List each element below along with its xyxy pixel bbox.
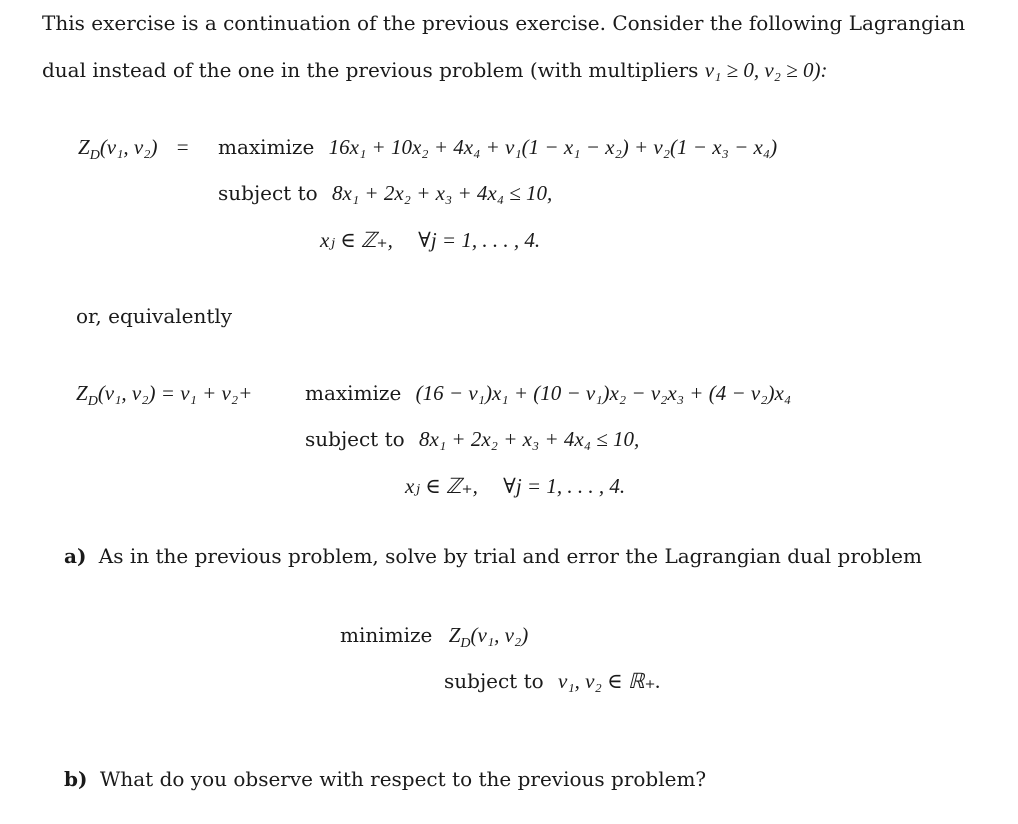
problem1-subject-word: subject to [218, 181, 318, 205]
problem2-lhs-sub: D [87, 394, 98, 410]
part-a-text: As in the previous problem, solve by trial and error the Lagrangian dual problem [98, 544, 922, 568]
part-a [64, 546, 922, 566]
problem1-lhs-sub: D [89, 148, 100, 164]
problem1-constraint: 8x₁ + 2x₂ + x₃ + 4x₄ ≤ 10, [332, 181, 553, 205]
problem3-subject-word: subject to [444, 669, 544, 693]
intro-line-2 [42, 60, 828, 81]
intro-line-1: This exercise is a continuation of the previous exercise. Consider the following Lagrangian [42, 11, 966, 35]
problem1-lhs-Z: Z [78, 135, 90, 159]
problem2-lhs [76, 383, 252, 409]
problem1-objective-row [218, 137, 777, 158]
problem3-objective-row [340, 625, 528, 651]
problem3-lhs-args: (v₁, v₂) [470, 623, 529, 647]
problem2-constraint: 8x₁ + 2x₂ + x₃ + 4x₄ ≤ 10, [419, 427, 640, 451]
problem2-objective: (16 − v₁)x₁ + (10 − v₁)x₂ − v₂x₃ + (4 − v₂)x₄ [415, 381, 792, 405]
problem3-constraint: v₁, v₂ ∈ ℝ₊. [558, 669, 661, 693]
intro-multipliers-math: v₁ ≥ 0, v₂ ≥ 0): [704, 58, 828, 82]
part-a-label: a) [64, 544, 87, 568]
problem2-lhs-Z: Z [76, 381, 88, 405]
problem2-domain-row [405, 476, 625, 497]
problem2-constraint-row [305, 429, 639, 450]
problem3-objective [448, 623, 529, 652]
part-b-label: b) [64, 767, 88, 791]
problem2-subject-word: subject to [305, 427, 405, 451]
problem1-eq: = [176, 135, 189, 159]
problem1-domain-row [320, 230, 540, 251]
problem2-objective-row [305, 383, 791, 404]
intro-line-2-text: dual instead of the one in the previous problem (with multipliers [42, 58, 705, 82]
problem1-constraint-row [218, 183, 552, 204]
problem1-lhs [78, 137, 189, 163]
problem2-lhs-args: (v₁, v₂) = v₁ + v₂+ [97, 381, 253, 405]
problem2-forall: ∀j = 1, . . . , 4. [503, 474, 626, 498]
problem1-forall: ∀j = 1, . . . , 4. [418, 228, 541, 252]
problem1-domain: xⱼ ∈ ℤ₊, [320, 228, 393, 252]
problem1-objective: 16x₁ + 10x₂ + 4x₄ + v₁(1 − x₁ − x₂) + v₂(1 − x₃ − x₄) [328, 135, 778, 159]
part-b-text: What do you observe with respect to the previous problem? [99, 767, 707, 791]
problem1-lhs-args: (v₁, v₂) [99, 135, 158, 159]
problem3-minimize-word: minimize [340, 623, 433, 647]
problem3-constraint-row [444, 671, 661, 692]
problem2-maximize-word: maximize [305, 381, 402, 405]
or-equivalently: or, equivalently [76, 304, 233, 328]
part-b [64, 769, 706, 789]
problem2-domain: xⱼ ∈ ℤ₊, [405, 474, 478, 498]
problem3-lhs-Z: Z [448, 623, 461, 647]
problem1-maximize-word: maximize [218, 135, 315, 159]
problem3-lhs-sub: D [460, 636, 471, 652]
